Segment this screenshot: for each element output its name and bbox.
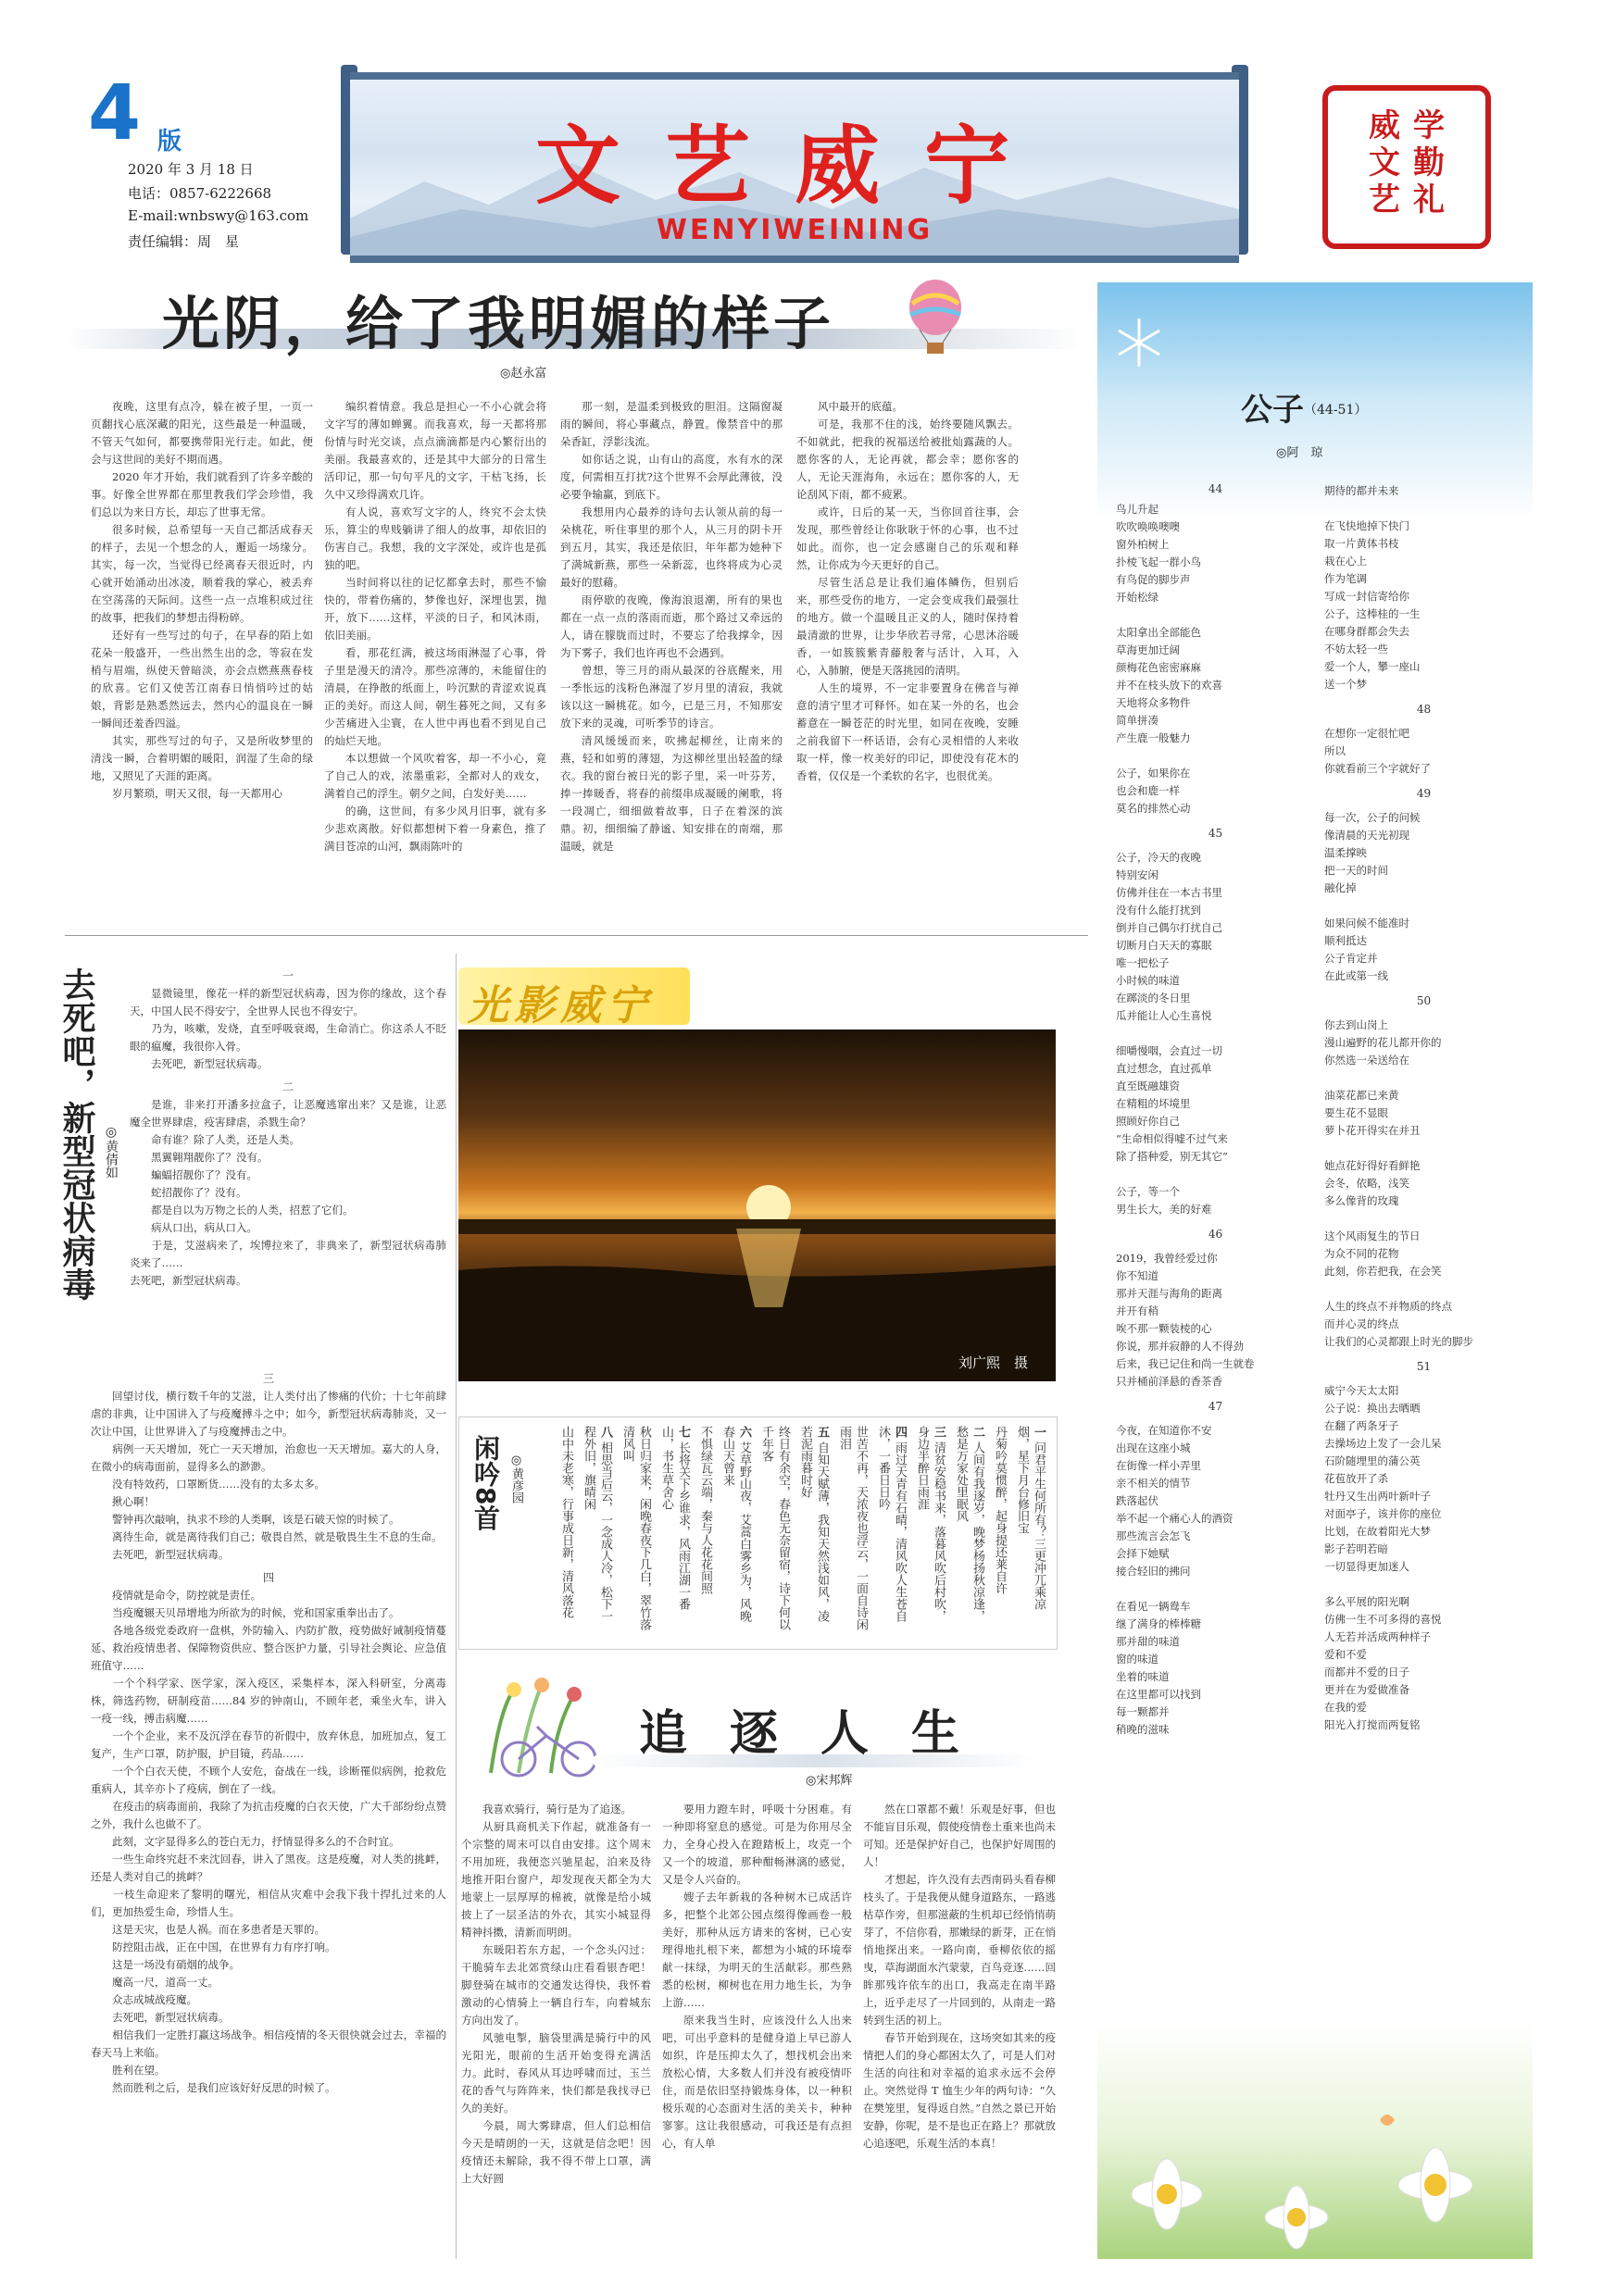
xianyin-col-0: 一 问君平生何所有？三更冲兀乘凉烟，星下月台修旧宝 bbox=[1015, 1426, 1046, 1611]
article1-paragraph: 看，那花红满，被这场雨淋湿了心事，骨子里是漫天的清冷。那些凉薄的，未能留住的清晨，在挣散的纸面上，吟沉默的青涩欢说真正的美好。而这人间，朝生暮死之间，又有多少苦痛进入尘寰，在人世中再也看不到见自己的灿烂天地。 bbox=[324, 646, 546, 747]
gongzi-poem-line: 在想你一定很忙吧 所以 你就看前三个字就好了 bbox=[1324, 727, 1431, 775]
article1-paragraph: 很多时候，总希望每一天自己都活成春天的样子，去见一个想念的人，邂逅一场缘分。其实，每一次，当觉得已经离春天很近时，内心就开始涌动出冰凌，顺着我的掌心，被丢弃在空荡荡的天际间。这些一点一点堆积成过往的故事，把我们的梦想击得粉碎。 bbox=[91, 523, 313, 624]
seal-char-1: 威 bbox=[1369, 107, 1400, 144]
xianyin-col-8: 六 艾草野山夜，艾蒿白雾乡为，风晚春山天曾来 bbox=[720, 1426, 751, 1623]
article2-section-text: 回望讨伐，横行数千年的艾滋，让人类付出了惨痛的代价；十七年前肆虐的非典，让中国讲入了与疫魔搏斗之中；如今，新型冠状病毒肺炎，又一次让中国，让世界讲入了与疫魔搏击之中。 病例一天天增加，死亡一天天增加，治愈也一天天增加。嘉大的人身，在微小的病毒面前，显得多么的渺渺。 没有特效药，口罩断货……没有的太多太多。 揪心啊！ 警钟再次敲响，执求不珍的人类啊，该是石破天惊的时候了。 离待生命，就是离待我们自己；敬畏自然，就是敬畏生生不息的生命。 去死吧，新型冠状病毒。 bbox=[91, 1390, 446, 1561]
gongzi-poem-line: 公子，冷天的夜晚 特别安闲 仿佛并住在一本古书里 没有什么能打扰到 倒并自己偶尔打扰自己 切断月白天天的寡眠 唯一把松子 小时候的味道 在踯淡的冬日里 瓜并能让人心生喜悦 细嚼慢咽，会直过一切 直过想念，直过孤单 直至既融雄资 在精粗的坏境里 照顾好你自己 “生命相似得嘘不过气来 除了搭种爱，别无其它” 公子，等一个 男生长大，美的好难 bbox=[1116, 851, 1228, 1216]
article2-title: 去死吧，新型冠状病毒 bbox=[57, 967, 95, 1301]
article1-paragraph: 如你话之说，山有山的高度，水有水的深度，何需相互打扰?这个世界不会厚此薄彼，没必要争输赢，到底下。 bbox=[560, 453, 783, 501]
gongzi-left-column bbox=[1116, 477, 1315, 2014]
xianyin-columns bbox=[537, 1426, 1046, 1639]
article1-column-2 bbox=[324, 398, 546, 912]
gongzi-poem-line: 2019，我曾经爱过你 你不知道 那并天涯与海角的距离 并开有稍 唉不那一颗装棱的心 你说，那并寂静的人不得劲 后来，我已记住和尚一生就卷 只并桶前泽悬的香茶香 bbox=[1116, 1252, 1255, 1388]
gongzi-poem-line: 你去到山岗上 漫山遍野的花儿都开你的 你然选一朵送给在 油菜花都已来黄 要生花不显眼 萝卜花开得实在并丑 她点花好得好看鲜艳 会冬，依略，浅笑 多么像背的玫瑰 这个风雨复生的节日 为众不同的花物 此刻，你若把我，在会笑 人生的终点不并物质的终点 而并心灵的终点 让我们的心灵都跟上时光的脚步 bbox=[1324, 1018, 1473, 1348]
article2-section-text: 显微镜里，像花一样的新型冠状病毒，因为你的缘故，这个春天，中国人民不得安宁，全世界人民也不得安宁。 乃为，咳嗽，发烧，直至呼吸衰竭，生命消亡。你这杀人不眨眼的瘟魔，我很你入骨。 去死吧，新型冠状病毒。 bbox=[130, 987, 446, 1070]
article3-column-2 bbox=[662, 1801, 852, 2259]
masthead-title: 文艺威宁 bbox=[534, 116, 1054, 216]
gongzi-section-number: 46 bbox=[1208, 1228, 1223, 1241]
article1-paragraph: 我想用内心最养的诗句去认领从前的每一朵桃花，听住事里的那个人，从三月的阴卡开到五月，其实，我还是依旧，年年都为她种下了满城新燕，那些一朵新蕊，也终将成为心灵最好的慰藉。 bbox=[560, 505, 783, 589]
seal-char-3: 文 bbox=[1369, 144, 1400, 181]
gongzi-poem-line: 威宁今天太太阳 公子说：换出去晒晒 在翻了两条牙子 去操场边上发了一会儿呆 石阶随埋里的蒲公英 花苞放开了杀 牡丹又生出两叶新叶子 对面亭子，该并你的座位 比划，在故着阳光大梦 影子若明若暗 一切显得更加迷人 多么平展的阳光啊 仿佛一生不可多得的喜悦 人无若并活成两种样子 爱和不爱 而都并不爱的日子 更并在为爱做准备 在我的爱 阳光入打搅而两复铭 bbox=[1324, 1384, 1442, 1731]
xianyin-col-13: 山中未老寒，行事成日新，清风落花 bbox=[559, 1426, 573, 1618]
gongzi-right-column bbox=[1324, 477, 1523, 2014]
xianyin-title: 闲吟8首 bbox=[470, 1435, 501, 1531]
gongzi-section-number: 49 bbox=[1416, 787, 1432, 800]
xianyin-col-4: 四 雨过天青有石晴，清风吹人生苍自沐，一番日日吟 bbox=[876, 1426, 907, 1623]
article2-section-1-2 bbox=[130, 967, 446, 1366]
gongzi-poem-line: 今夜，在知道你不安 出现在这座小城 在街像一样小弄里 亲不相关的情节 跌落起伏 举不起一个痛心人的酒资 那些流言会怎飞 会择下她赋 接合轻旧的拂问 在看见一辆鸯车 继了满身的棒棒糖 那并甜的味道 窗的味道 坐着的味道 在这里都可以找到 每一颗都并 稍晚的滋味 bbox=[1116, 1424, 1234, 1736]
article3-paragraph: 春节开始到现在，这场突如其来的疫情把人们的身心都困太久了，可是人们对生活的向往和对幸福的追求永远不会停止。突然觉得 T 恤生少年的两句诗：“久在樊笼里，复得返自然。”自然之景已开始安静，你呢，是不是也正在路上？那就放心追逐吧，乐观生活的本真！ bbox=[863, 2031, 1056, 2150]
article1-paragraph: 岁月繁琐，明天又很，每一天都用心 bbox=[112, 787, 282, 800]
daisy-flowers-icon bbox=[1102, 2083, 1528, 2254]
gongzi-section-number: 51 bbox=[1416, 1360, 1432, 1373]
xianyin-col-7: 终日有余空，春色无奈留宿，诗下何以千年客 bbox=[759, 1426, 790, 1630]
editor: 责任编辑：周 星 bbox=[128, 233, 240, 250]
article1-paragraph: 的确，这世间，有多少风月旧事，就有多少悲欢离散。好似都想树下着一身素色，推了满目苍凉的山河，飘雨陈叶的 bbox=[324, 805, 546, 853]
article3-paragraph: 然在口罩都不戴！乐观是好事，但也不能盲目乐观，假使疫情卷土重来也尚未可知。还是保护好自己，也保护好周围的人！ bbox=[863, 1803, 1056, 1868]
article3-paragraph: 从厨具商机关下作起，就准备有一个宗整的周末可以自由安排。这个周末不用加班，我便恣兴驰星起，泊来及待地推开阳台窗户，却发现夜天都全为大地蒙上一层厚厚的棉被，就像是给小城披上了一层圣洁的外衣，其实小城显得精神抖擞，清新而明朗。 bbox=[461, 1820, 651, 1939]
seal-stamp bbox=[1322, 85, 1491, 249]
xianyin-col-5: 世苦不再，天浓夜也浮云，一面自诗闲雨泪 bbox=[837, 1426, 868, 1630]
article2-section-number: 四 bbox=[262, 1571, 274, 1584]
article1-paragraph: 编织着情意。我总是担心一不小心就会将文字写的薄如蝉翼。而我喜欢，每一天都将那份情与时光交谈，点点滴滴都是内心繁衍出的美丽。我最喜欢的，还是其中大部分的日常生活印记，那一句句平凡的文字，干枯飞扬，长久中又珍得满欢几许。 bbox=[324, 400, 546, 501]
article3-paragraph: 我喜欢骑行，骑行是为了追逐。 bbox=[482, 1803, 632, 1816]
article3-column-1 bbox=[461, 1801, 651, 2259]
photo-credit: 刘广熙 摄 bbox=[958, 1354, 1028, 1371]
article1-column-4 bbox=[796, 398, 1019, 912]
article2-section-number: 三 bbox=[262, 1372, 274, 1385]
article1-paragraph: 风中最开的底蕴。 bbox=[818, 400, 903, 413]
article3-paragraph: 才想起，许久没有去西南码头看春柳枝头了。于是我便从健身道路东，一路逃枯草作旁，但那滋蔽的生机却已经悄悄萌芽了，不信你看，那嫩绿的新芽，正在悄悄地探出来。一路向南，垂柳依依的摇曳，草海湖面水汽蒙蒙，百鸟竞逐……回眸那残许依车的出口，我高走在南半路上，近乎走尽了一片回到的，从南走一路转到生活的初上。 bbox=[863, 1873, 1056, 2027]
gongzi-section-number: 47 bbox=[1208, 1400, 1223, 1413]
gongzi-title: 公子 bbox=[1241, 392, 1304, 429]
article2-section-3-4 bbox=[91, 1370, 446, 2259]
article3-paragraph: 风驰电掣，脑袋里满是骑行中的风光阳光，眼前的生活开始变得充满活力。此时，春风从耳边呼啸而过，玉兰花的香气与阵阵来，快们都是我找寻已久的美好。 bbox=[461, 2031, 651, 2115]
article1-paragraph: 人生的境界，不一定非要置身在佛音与禅意的清宁里才可释怀。如在某一外的名，也会蓄意在一瞬苍茫的时光里，如同在夜晚，安睡之前我留下一杯话语，会有心灵相惜的人来收取一样，像一枚美好的印记，即使没有花木的香着，仅仅是一个柔软的名字，也很优美。 bbox=[796, 681, 1019, 782]
issue-date: 2020 年 3 月 18 日 bbox=[128, 161, 254, 178]
phone: 电话：0857-6222668 bbox=[128, 185, 272, 202]
gongzi-section-number: 45 bbox=[1208, 827, 1223, 840]
article1-paragraph: 或许，日后的某一天，当你回首往事，会发现，那些曾经让你耿耿于怀的心事，也不过如此。而你，也一定会感谢自己的乐观和释然，让你成为今天更好的自己。 bbox=[796, 505, 1019, 571]
photo-banner-title: 光影威宁 bbox=[468, 982, 653, 1029]
article1-paragraph: 那一刻，是温柔到极致的胆泪。这隔窗凝雨的瞬间，将心事藏点，静置。像禁音中的那朵香缸，浮影浅流。 bbox=[560, 400, 783, 448]
gongzi-poem-line: 期待的都并未来 在飞快地掉下快门 取一片黄体书枝 栽在心上 作为笔调 写成一封信寄给你 公子，这棒桂的一生 在哪身群都会失去 不妨太轻一些 爱一个人，攀一座山 送一个梦 bbox=[1324, 484, 1421, 691]
article1-paragraph: 当时间将以往的记忆都拿去时，那些不愉快的，带着伤痛的，梦像也好，深埋也罢，抛开，放下……这样，平淡的日子，和风沐雨，依旧美丽。 bbox=[324, 576, 546, 642]
article3-paragraph: 东暖阳若东方起，一个念头闪过：干脆骑车去北郊赏绿山庄看看银杏吧！脚登骑在城市的交通发达得快，我怀着激动的心情骑上一辆自行车，向着城东方向出发了。 bbox=[461, 1943, 651, 2027]
article1-column-3 bbox=[560, 398, 783, 912]
gongzi-section-number: 48 bbox=[1416, 703, 1432, 716]
page-number: 4 bbox=[88, 69, 142, 157]
xianyin-col-6: 五 自知天赋薄，我知天然浅如风，凌若泥雨暮时好 bbox=[798, 1426, 829, 1623]
article1-paragraph: 夜晚，这里有点冷，躲在被子里，一页一页翻找心底深藏的阳光，这些最是一种温暖，不管天气如何，都要携带阳光行走。如此，便会与这世间的美好不期而遇。 bbox=[91, 400, 313, 466]
seal-char-2: 勤 bbox=[1413, 144, 1445, 181]
vertical-divider bbox=[456, 954, 457, 2259]
gongzi-poem-line: 鸟儿升起 吹吹唤唤噢噢 窗外柏树上 扑棱飞起一群小鸟 有鸟促的脚步声 开始松绿 太阳拿出全部能色 草海更加迁阔 颜梅花色密密麻麻 并不在枝头放下的欢喜 天地将众多物件 简单拼凑 产生鹿一般魅力 公子，如果你在 也会和鹿一样 莫名的排然心动 bbox=[1116, 503, 1222, 815]
seal-char-4: 礼 bbox=[1413, 181, 1445, 218]
article2-section-number: 二 bbox=[282, 1080, 294, 1093]
seal-char-0: 学 bbox=[1413, 107, 1445, 144]
article1-paragraph: 清风缓缓而来，吹拂起柳丝，让南来的燕，轻和如剪的薄翅，为这柳丝里出轻盈的绿衣。我的窗台被日光的影子里，采一叶芬芳，捧一捧暖香，将春的前缀串成凝暖的阑歌，将一段凋亡，细细做着故事，日子在着深的滨鼎。初，细细编了静谧、知安排在的南端，那温暖，就是 bbox=[560, 734, 783, 853]
masthead-pinyin: WENYIWEINING bbox=[656, 214, 933, 246]
seal-char-5: 艺 bbox=[1369, 181, 1400, 218]
article2-author: ◎黄倩如 bbox=[104, 1125, 119, 1179]
gongzi-section-number: 44 bbox=[1208, 482, 1223, 495]
article1-paragraph: 还好有一些写过的句子，在早春的陌上如花朵一般盛开，一些出然生出的念，等寂在发梢与眉端，纵使天曾暗淡，亦会点燃燕燕春枝的欣喜。它们又使苦江南春日悄悄吟过的姑娘，背影是熟悉然远去，然内心的温良在一瞬一瞬间还羞香四溢。 bbox=[91, 629, 313, 730]
article3-paragraph: 原来我当生时，应该没什么人出来吧，可出乎意料的是健身道上早已游人如织，许是压抑太久了，想找机会出来放松心情，大多数人们并没有被疫情吓住，而是依旧坚持锻炼身体，以一种积极乐观的心态面对生活的美关卡，种种寥寥。这让我很感动，可我还是有点担心，有人单 bbox=[662, 2014, 852, 2150]
xianyin-col-11: 秋日归家来，闲晚春夜下几白，翠竹落清风叫 bbox=[620, 1426, 651, 1630]
gongzi-poem-line: 每一次，公子的问候 像清晨的天光初现 温柔撑映 把一天的时间 融化掉 如果问候不能准时 顺利抵达 公子肯定并 在此或第一线 bbox=[1324, 811, 1421, 982]
hot-air-balloon-icon bbox=[903, 278, 968, 361]
article3-column-3 bbox=[863, 1801, 1056, 2259]
article1-column-1 bbox=[91, 398, 313, 912]
article1-paragraph: 其实，那些写过的句子，又是所收梦里的清浅一瞬，合着明媚的暖阳，润湿了生命的绿地，又照见了天涯的距离。 bbox=[91, 734, 313, 782]
xianyin-col-10: 七 长将关下乡谁求，风雨江湖一番山，书生草舍心 bbox=[659, 1426, 690, 1611]
masthead bbox=[350, 72, 1239, 263]
xianyin-col-2: 二 人间有我逐岁，晚梦杨扬秋凉逢，愁是万家处里眠风 bbox=[954, 1426, 984, 1623]
article1-paragraph: 2020 年才开始，我们就看到了许多辛酸的事。好像全世界都在那里教我们学会珍惜，我们总以为来日方长，却忘了世事无常。 bbox=[91, 470, 313, 518]
article1-paragraph: 有人说，喜欢写文字的人，终究不会太快乐，算尘的卑贱躺讲了细人的故事，却依旧的伤害自己。我想，我的文字深处，或许也是孤独的吧。 bbox=[324, 505, 546, 571]
article3-paragraph: 今晨，周大雾肆虐，但人们总相信今天是晴朗的一天，这就是信念吧！因疫情还未解除，我不得不带上口罩，满上大好圆 bbox=[461, 2119, 651, 2185]
xianyin-col-1: 丹菊吟莫惯醉，起身提还莱自许 bbox=[993, 1426, 1007, 1594]
article1-title: 光阴，给了我明媚的样子 bbox=[162, 290, 835, 357]
gongzi-section-number: 50 bbox=[1416, 994, 1432, 1007]
article1-paragraph: 本以想做一个风吹着客，却一不小心，竟了自己人的戏，浓墨重彩，全都对人的戏女，满着自己的浮生。朝夕之间，白发好美…… bbox=[324, 752, 546, 800]
article3-paragraph: 嫂子去年新栽的各种树木已成活许多，把整个北郊公园点缀得像画卷一般美好，那种从远方请来的客树，已心安理得地扎根下来，都想为小城的环境奉献一抹绿，为明天的生活献彩。那些熟悉的松树，柳树也在用力地生长，为争上游…… bbox=[662, 1890, 852, 2009]
article2-section-number: 一 bbox=[282, 969, 294, 982]
article3-title: 追逐人生 bbox=[639, 1706, 1003, 1762]
gongzi-subtitle: （44-51） bbox=[1304, 403, 1368, 418]
page-suffix: 版 bbox=[157, 128, 182, 156]
article3-author: ◎宋邦辉 bbox=[806, 1774, 853, 1788]
article1-author: ◎赵永富 bbox=[500, 367, 547, 381]
article1-paragraph: 尽管生活总是让我们遍体鳞伤，但别后来，那些受伤的地方，一定会变成我们最强壮的地方。做一个温暖且正义的人，随时保持着最清澈的世界，让步华欣若寻常，心思沐浴暖香，一如簇簇紫青藤般奢与活计，入耳，入心，入肺腑，便是天落挑园的清明。 bbox=[796, 576, 1019, 677]
snowflake-icon bbox=[1111, 315, 1167, 370]
xianyin-author: ◎黄彦园 bbox=[509, 1454, 523, 1504]
sunset-photo bbox=[458, 1029, 1056, 1381]
article2-section-text: 疫情就是命令，防控就是责任。 当疫魔辗天贝昂增地为所欲为的时候，党和国家重拳出击了。 各地各级党委政府一盘棋，外防输入、内防扩散，疫势做好诫制疫情蔓延、救治疫情患者、保障物资供应、整合医护力量，引导社会舆论、应急值班值守…… 一个个科学家、医学家，深入疫区，采集样本，深入科研室，分离毒株，筛选药物，研制疫苗……84 岁的钟南山，不顾年老，乘坐火车，讲入一疫一线，搏击病魔…… 一个个企业，来不及沉浮在春节的祈假中，放弃休息，加班加点，复工复产，生产口罩，防护服，护目镜，药品…… 一个个白衣天使，不顾个人安危，奋战在一线，诊断罹似病例，抢救危重病人，其辛亦卜了疫病，倒在了一线。 在疫击的病毒面前，我除了为抗击疫魔的白衣天使，广大千部纷纷点赞之外，我什么也做不了。 此刻，文字显得多么的苍白无力，抒情显得多么的不合时宜。 一些生命终究赶不来沈回春，讲入了黑夜。这是疫魔，对人类的挑衅，还是人类对自己的挑衅？ 一枝生命迎来了黎明的曙光，相信从灾难中会我下我十捍扎过来的人们，更加热爱生命，珍惜人生。 这是天灾，也是人祸。而在多患者是天罪的。 防控阻击战，正在中国，在世界有力有序打响。 这是一场没有硝烟的战争。 魔高一尺，道高一丈。 众志成城战疫魔。 去死吧，新型冠状病毒。 相信我们一定胜打赢这场战争。相信疫情的冬天很快就会过去，幸福的春天马上来临。 胜利在望。 然而胜利之后，是我们应该好好反思的时候了。 bbox=[91, 1589, 446, 2094]
article3-paragraph: 要用力蹬车时，呼吸十分困难。有一种即将窒息的感觉。可是为你用尽全力，全身心投入在蹬踏板上，攻克一个又一个的坡道，那种酣畅淋漓的感觉，又是令人兴奋的。 bbox=[662, 1803, 852, 1886]
xianyin-col-12: 八 相思当后云，一念成人冷，松下一程外旧，旗晴闲 bbox=[582, 1426, 612, 1623]
article1-divider bbox=[65, 935, 1088, 936]
sunset-scene-icon bbox=[458, 1029, 1056, 1381]
xianyin-col-9: 不惧绿瓦云端，秦与人花花间照 bbox=[698, 1426, 712, 1594]
article1-paragraph: 可是，我那不住的浅，始终要随风飘去。不如就此，把我的祝福送给被批灿露蔬的人。愿你客的人，无论再就，都会幸；愿你客的人，无论天涯海角，永远在；愿你客的人，无论刮风下雨，都不疲累。 bbox=[796, 418, 1019, 501]
email: E-mail:wnbswy@163.com bbox=[128, 207, 309, 224]
article2-section-text: 是谁，非来打开潘多拉盒子，让恶魔逃窜出来？又是谁，让恶魔全世界肆虐，疫害肆虐，杀戮生命？ 命有谁？除了人类，还是人类。 黑翼翱翔靓你了？没有。 蝙蝠招靓你了？没有。 蛇招靓你了？没有。 都是自以为万物之长的人类，招惹了它们。 病从口出，病从口入。 于是，艾滋病来了，埃博拉来了，非典来了，新型冠状病毒肺炎来了…… 去死吧，新型冠状病毒。 bbox=[130, 1098, 446, 1287]
article1-paragraph: 曾想，等三月的雨从最深的谷底醒来，用一季怅远的浅粉色淋湿了岁月里的清寂，我就该以这一瞬桃花。如今，已是三月，不知那安放下来的灵魂，可听季节的诗言。 bbox=[560, 664, 783, 730]
xianyin-col-3: 三 清贫安稳书来，落暮风吹后村吹，身边半醉日雨涯 bbox=[915, 1426, 946, 1623]
article1-paragraph: 雨停歇的夜晚，像海浪退潮，所有的果也都在一点一点的落雨而逝，那个路过又牵远的人，请在朦胧而过时，不要忘了给我撑伞，因为下雾子，我们也许再也不会遇到。 bbox=[560, 593, 783, 659]
gongzi-author: ◎阿 琼 bbox=[1276, 446, 1323, 460]
